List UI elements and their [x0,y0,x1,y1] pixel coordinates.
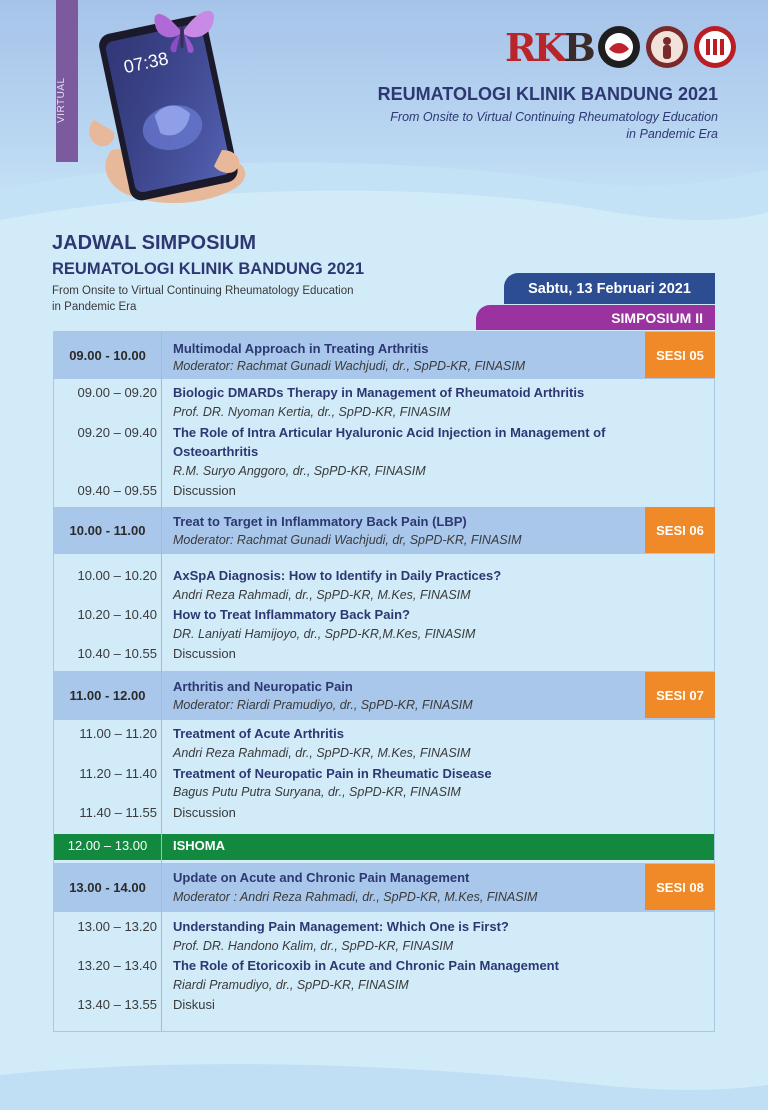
page-description: From Onsite to Virtual Continuing Rheumatology Education in Pandemic Era [52,285,354,313]
phone-clock: 07:38 [121,48,171,78]
item-speaker: Bagus Putu Putra Suryana, dr., SpPD-KR, FINASIM [173,785,461,799]
session-items-05 [54,379,714,506]
date-tab: Sabtu, 13 Februari 2021 [504,273,715,304]
session-badge: SESI 08 [645,864,715,910]
society-logo-3 [693,25,737,69]
society-logo-1 [597,25,641,69]
session-badge: SESI 05 [645,332,715,378]
session-badge: SESI 07 [645,672,715,718]
item-time: 10.20 – 10.40 [77,607,157,622]
session-badge: SESI 06 [645,507,715,553]
item-speaker: Andri Reza Rahmadi, dr., SpPD-KR, M.Kes, FINASIM [173,588,471,602]
session-moderator: Moderator : Andri Reza Rahmadi, dr., SpPD-KR, M.Kes, FINASIM [173,890,538,904]
item-speaker: Prof. DR. Nyoman Kertia, dr., SpPD-KR, FINASIM [173,405,451,419]
item-time: 13.20 – 13.40 [77,958,157,973]
item-time: 13.40 – 13.55 [77,997,157,1012]
session-time: 09.00 - 10.00 [69,348,146,363]
item-title: Treatment of Neuropatic Pain in Rheumatic Disease [173,766,492,781]
item-time: 11.00 – 11.20 [79,726,157,741]
session-row-08 [54,863,714,912]
item-speaker: Andri Reza Rahmadi, dr., SpPD-KR, M.Kes, FINASIM [173,746,471,760]
page-title: JADWAL SIMPOSIUM [52,232,257,254]
session-row-07 [54,671,714,720]
item-discussion: Discussion [173,483,236,498]
item-time: 11.40 – 11.55 [79,805,157,820]
session-items-07 [54,720,714,830]
session-time: 11.00 - 12.00 [69,688,146,703]
session-title: Treat to Target in Inflammatory Back Pain (LBP) [173,514,467,529]
item-discussion: Discussion [173,646,236,661]
item-speaker: Riardi Pramudiyo, dr., SpPD-KR, FINASIM [173,978,409,992]
symposium-tab: SIMPOSIUM II [476,305,715,330]
item-speaker: Prof. DR. Handono Kalim, dr., SpPD-KR, FINASIM [173,939,454,953]
bottom-wave [0,1035,768,1110]
phone-hand-illustration [72,0,262,210]
item-time: 10.00 – 10.20 [77,568,157,583]
item-discussion: Diskusi [173,997,215,1012]
item-title: Biologic DMARDs Therapy in Management of Rheumatoid Arthritis [173,385,585,400]
page-subtitle: REUMATOLOGI KLINIK BANDUNG 2021 [52,260,365,278]
item-time: 13.00 – 13.20 [77,919,157,934]
table-column-divider [161,332,162,1031]
item-title: The Role of Intra Articular Hyaluronic Acid Injection in Management of [173,425,606,440]
break-row [54,834,714,860]
item-title: The Role of Etoricoxib in Acute and Chronic Pain Management [173,958,559,973]
session-title: Arthritis and Neuropatic Pain [173,679,353,694]
session-title: Update on Acute and Chronic Pain Management [173,870,470,885]
rkb-logo: RKB [505,24,593,70]
item-time: 09.00 – 09.20 [77,385,157,400]
item-title: AxSpA Diagnosis: How to Identify in Daily Practices? [173,568,502,583]
session-time: 13.00 - 14.00 [69,880,146,895]
item-speaker: DR. Laniyati Hamijoyo, dr., SpPD-KR,M.Kes, FINASIM [173,627,476,641]
session-title: Multimodal Approach in Treating Arthritis [173,341,429,356]
session-items-08 [54,912,714,1022]
schedule-table [53,331,715,1032]
item-speaker: R.M. Suryo Anggoro, dr., SpPD-KR, FINASIM [173,464,426,478]
session-time: 10.00 - 11.00 [69,523,146,538]
item-time: 09.20 – 09.40 [77,425,157,440]
item-time: 10.40 – 10.55 [77,646,157,661]
header-subtitle: From Onsite to Virtual Continuing Rheumatology Education in Pandemic Era [390,110,718,141]
item-title: Treatment of Acute Arthritis [173,726,344,741]
item-time: 11.20 – 11.40 [79,766,157,781]
society-logo-2 [645,25,689,69]
logo-row [505,24,737,70]
session-moderator: Moderator: Rachmat Gunadi Wachjudi, dr., SpPD-KR, FINASIM [173,359,526,373]
break-label: ISHOMA [173,838,225,853]
session-moderator: Moderator: Rachmat Gunadi Wachjudi, dr, SpPD-KR, FINASIM [173,533,522,547]
session-row-06 [54,507,714,554]
item-discussion: Discussion [173,805,236,820]
session-items-06 [54,554,714,669]
session-row-05 [54,332,714,379]
break-time: 12.00 – 13.00 [67,838,148,853]
header-title: REUMATOLOGI KLINIK BANDUNG 2021 [377,84,718,104]
item-title: Understanding Pain Management: Which One is First? [173,919,509,934]
item-title-cont: Osteoarthritis [173,444,259,459]
session-moderator: Moderator: Riardi Pramudiyo, dr., SpPD-KR, FINASIM [173,698,473,712]
item-title: How to Treat Inflammatory Back Pain? [173,607,410,622]
item-time: 09.40 – 09.55 [77,483,157,498]
virtual-label: VIRTUAL [56,77,67,123]
